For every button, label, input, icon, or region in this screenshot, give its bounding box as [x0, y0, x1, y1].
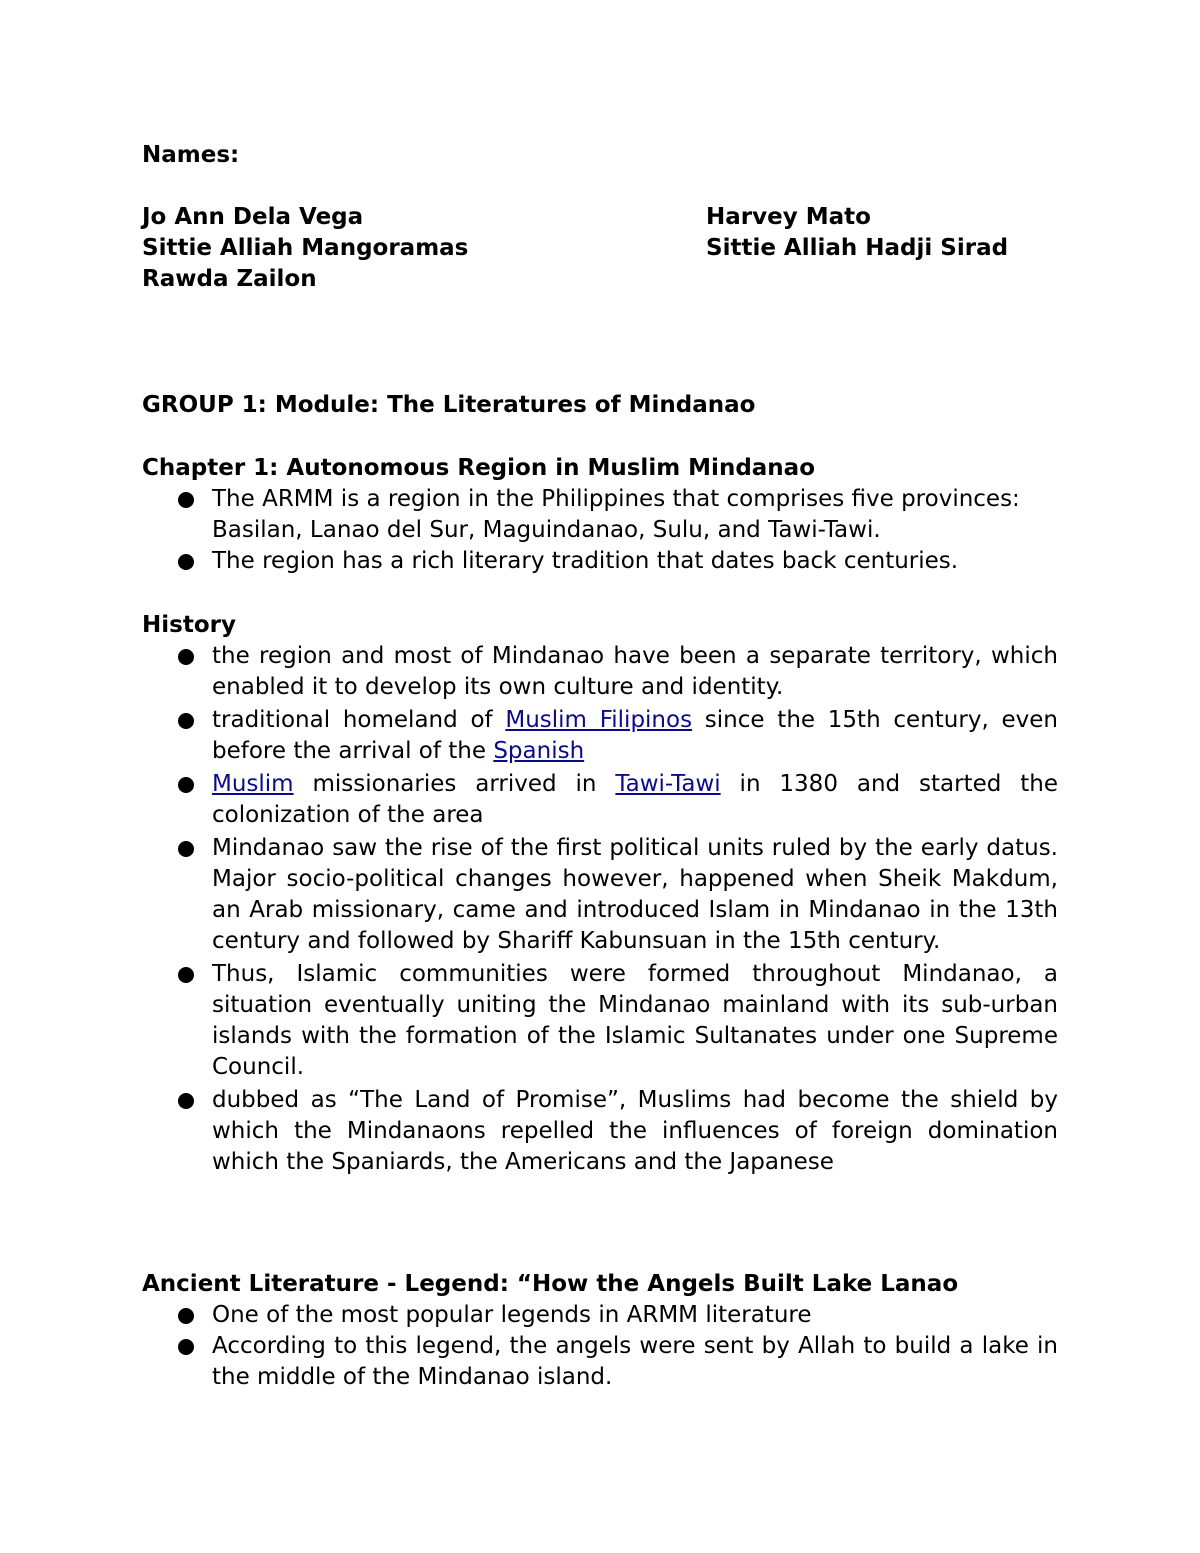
history-title: History [142, 612, 236, 638]
bullet-icon [178, 967, 194, 983]
bullet-icon [178, 841, 194, 857]
name-item: Sittie Alliah Mangoramas [142, 235, 469, 261]
ancient-bullet-list [0, 1300, 1200, 1393]
list-item: The ARMM is a region in the Philippines that comprises five provinces: Basilan, Lanao del Sur, Maguindanao, Sulu, and Tawi-Tawi. [0, 484, 1058, 546]
list-item: The region has a rich literary tradition that dates back centuries. [0, 546, 1058, 577]
bullet-icon [178, 492, 194, 508]
bullet-icon [178, 1308, 194, 1324]
name-item: Rawda Zailon [142, 266, 317, 292]
list-item: One of the most popular legends in ARMM literature [0, 1300, 1058, 1331]
chapter-bullet-list [0, 484, 1200, 577]
name-item: Harvey Mato [706, 204, 871, 230]
module-title: GROUP 1: Module: The Literatures of Mindanao [142, 392, 756, 418]
list-item: According to this legend, the angels were sent by Allah to build a lake in the middle of the Mindanao island. [0, 1331, 1058, 1393]
list-item: the region and most of Mindanao have been a separate territory, which enabled it to develop its own culture and identity. [0, 641, 1058, 703]
name-item: Jo Ann Dela Vega [142, 204, 364, 230]
names-right-column [706, 202, 1008, 264]
spanish-link[interactable]: Spanish [493, 738, 585, 764]
ancient-literature-title: Ancient Literature - Legend: “How the Angels Built Lake Lanao [142, 1271, 959, 1297]
bullet-icon [178, 777, 194, 793]
bullet-icon [178, 649, 194, 665]
bullet-icon [178, 1093, 194, 1109]
bullet-icon [178, 1339, 194, 1355]
list-item: dubbed as “The Land of Promise”, Muslims had become the shield by which the Mindanaons repelled the influences of foreign domination which the Spaniards, the Americans and the Japanese [0, 1085, 1058, 1178]
muslim-filipinos-link[interactable]: Muslim Filipinos [505, 707, 693, 733]
muslim-link[interactable]: Muslim [212, 771, 294, 797]
bullet-icon [178, 554, 194, 570]
list-item: Muslim missionaries arrived in Tawi-Tawi in 1380 and started the colonization of the area [0, 769, 1058, 831]
list-item: Mindanao saw the rise of the first political units ruled by the early datus. Major socio-political changes however, happened when Sheik Makdum, an Arab missionary, came and introduced Islam in Mindanao in the 13th century and followed by Shariff Kabunsuan in the 15th century. [0, 833, 1058, 957]
names-left-column [142, 202, 468, 295]
history-bullet-list [0, 641, 1200, 1178]
names-label: Names: [142, 142, 240, 168]
tawi-tawi-link[interactable]: Tawi-Tawi [615, 771, 721, 797]
list-item: Thus, Islamic communities were formed throughout Mindanao, a situation eventually uniting the Mindanao mainland with its sub-urban islands with the formation of the Islamic Sultanates under one Supreme Council. [0, 959, 1058, 1083]
name-item: Sittie Alliah Hadji Sirad [706, 235, 1009, 261]
bullet-icon [178, 713, 194, 729]
chapter-title: Chapter 1: Autonomous Region in Muslim Mindanao [142, 455, 815, 481]
list-item: traditional homeland of Muslim Filipinos since the 15th century, even before the arrival of the Spanish [0, 705, 1058, 767]
